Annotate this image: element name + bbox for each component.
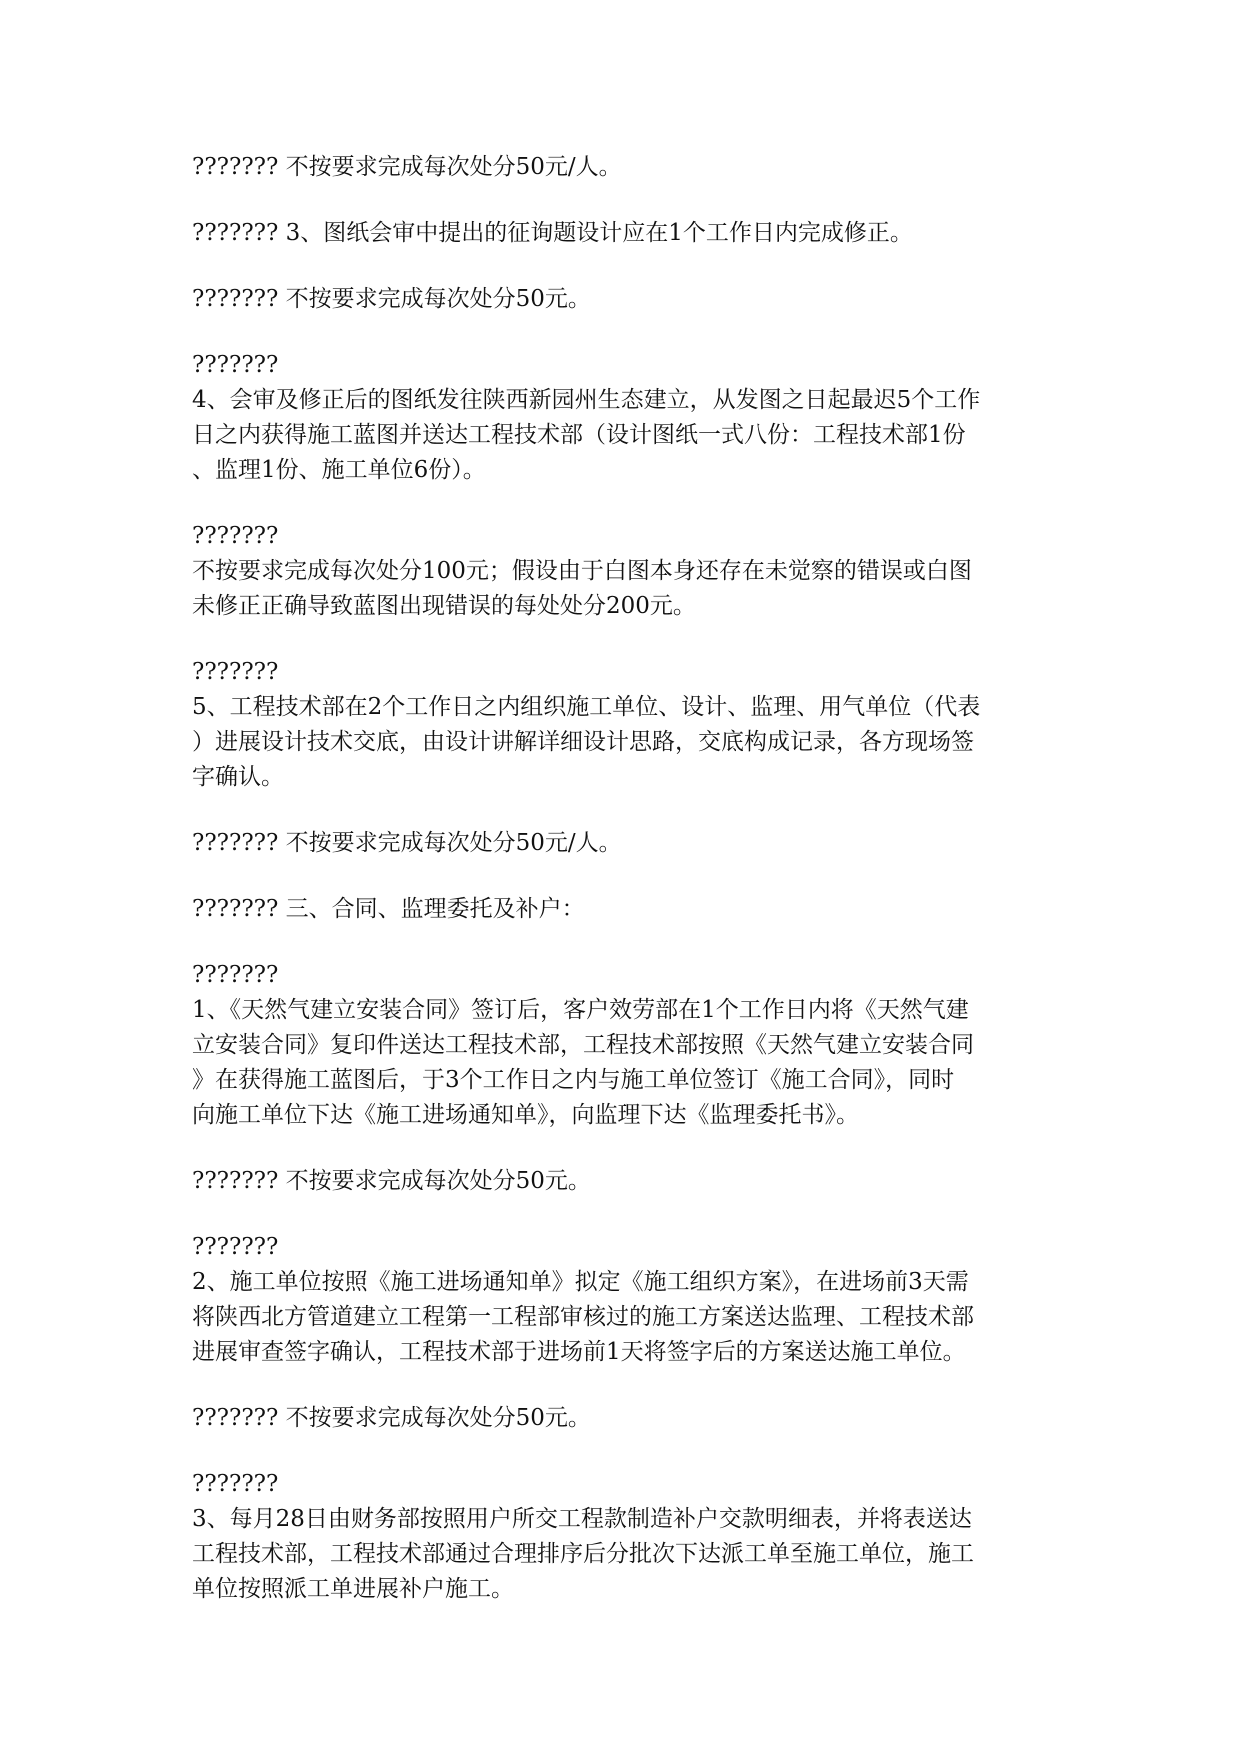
document-body [192, 150, 1052, 1638]
paragraph-line: 单位按照派工单进展补户施工。 [192, 1576, 514, 1602]
paragraph-line: 未修正正确导致蓝图出现错误的每处处分200元。 [192, 593, 696, 619]
paragraph-line: 进展审查签字确认，工程技术部于进场前1天将签字后的方案送达施工单位。 [192, 1339, 966, 1365]
paragraph-line: 5、工程技术部在2个工作日之内组织施工单位、设计、监理、用气单位（代表 [192, 694, 981, 720]
paragraph-line: 4、会审及修正后的图纸发往陕西新园州生态建立，从发图之日起最迟5个工作 [192, 387, 981, 413]
document-paragraph [192, 1467, 1052, 1607]
paragraph-line: ??????? [192, 659, 279, 685]
paragraph-line: 立安装合同》复印件送达工程技术部，工程技术部按照《天然气建立安装合同 [192, 1032, 974, 1058]
paragraph-line: ??????? 三、合同、监理委托及补户： [192, 896, 585, 922]
paragraph-line: ??????? 不按要求完成每次处分50元/人。 [192, 830, 622, 856]
paragraph-line: ??????? 不按要求完成每次处分50元。 [192, 286, 591, 312]
paragraph-line: 工程技术部，工程技术部通过合理排序后分批次下达派工单至施工单位，施工 [192, 1541, 974, 1567]
paragraph-line: 向施工单位下达《施工进场通知单》，向监理下达《监理委托书》。 [192, 1102, 859, 1128]
paragraph-line: ??????? 不按要求完成每次处分50元。 [192, 1168, 591, 1194]
document-paragraph [192, 282, 1052, 317]
document-paragraph [192, 1230, 1052, 1370]
paragraph-line: ??????? [192, 962, 279, 988]
document-paragraph [192, 958, 1052, 1133]
paragraph-line: 将陕西北方管道建立工程第一工程部审核过的施工方案送达监理、工程技术部 [192, 1304, 974, 1330]
paragraph-line: 2、施工单位按照《施工进场通知单》拟定《施工组织方案》，在进场前3天需 [192, 1269, 969, 1295]
paragraph-line: 、监理1份、施工单位6份）。 [192, 457, 486, 483]
paragraph-line: ??????? [192, 1471, 279, 1497]
paragraph-line: ??????? 不按要求完成每次处分50元。 [192, 1405, 591, 1431]
paragraph-line: ）进展设计技术交底，由设计讲解详细设计思路，交底构成记录，各方现场签 [192, 729, 974, 755]
document-paragraph [192, 348, 1052, 488]
document-paragraph [192, 1164, 1052, 1199]
document-paragraph [192, 1401, 1052, 1436]
paragraph-line: 日之内获得施工蓝图并送达工程技术部（设计图纸一式八份：工程技术部1份 [192, 422, 966, 448]
paragraph-line: 字确认。 [192, 764, 284, 790]
document-paragraph [192, 655, 1052, 795]
document-paragraph [192, 892, 1052, 927]
paragraph-line: ??????? [192, 352, 279, 378]
document-paragraph [192, 150, 1052, 185]
paragraph-line: 》在获得施工蓝图后，于3个工作日之内与施工单位签订《施工合同》，同时 [192, 1067, 955, 1093]
paragraph-line: 1、《天然气建立安装合同》签订后，客户效劳部在1个工作日内将《天然气建 [192, 997, 969, 1023]
paragraph-line: ??????? [192, 523, 279, 549]
paragraph-line: ??????? 3、图纸会审中提出的征询题设计应在1个工作日内完成修正。 [192, 220, 913, 246]
paragraph-line: ??????? 不按要求完成每次处分50元/人。 [192, 154, 622, 180]
document-paragraph [192, 519, 1052, 624]
document-paragraph [192, 826, 1052, 861]
paragraph-line: ??????? [192, 1234, 279, 1260]
document-paragraph [192, 216, 1052, 251]
paragraph-line: 不按要求完成每次处分100元；假设由于白图本身还存在未觉察的错误或白图 [192, 558, 972, 584]
paragraph-line: 3、每月28日由财务部按照用户所交工程款制造补户交款明细表，并将表送达 [192, 1506, 972, 1532]
